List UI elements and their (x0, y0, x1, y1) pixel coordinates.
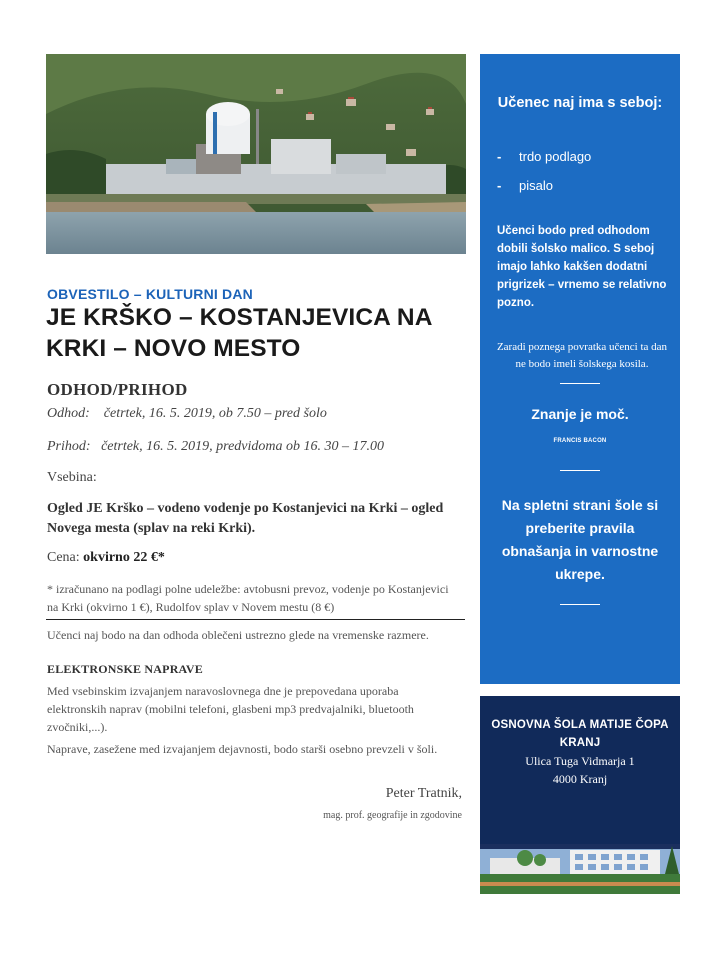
arrival-label: Prihod: (47, 439, 91, 454)
school-address-city: 4000 Kranj (552, 772, 608, 786)
content-description: Ogled JE Krško – vodeno vodenje po Kostanjevici na Krki – ogled Novega mesta (splav na reki Krki). (47, 501, 444, 536)
departure-value: četrtek, 16. 5. 2019, ob 7.50 – pred šolo (103, 406, 327, 421)
signature-name: Peter Tratnik, (385, 786, 462, 801)
content-label: Vsebina: (47, 470, 97, 485)
school-building-photo (480, 844, 680, 894)
snack-note: Učenci bodo pred odhodom dobili šolsko malico. S seboj imajo lahko kakšen dodatni prigrizek – vrnemo se relativno pozno. (497, 225, 667, 309)
price-footnote: * izračunano na podlagi polne udeležbe: avtobusni prevoz, vodenje po Kostanjevici na Krki (okvirno 1 €), Rudolfov splav v Novem mestu (8 €) (47, 582, 449, 614)
sidebar-divider (560, 604, 600, 605)
price-value: okvirno 22 €* (83, 550, 165, 565)
price-label: Cena: (47, 550, 80, 565)
sidebar-title: Učenec naj ima s seboj: (497, 95, 663, 111)
arrival-row (47, 439, 384, 455)
sidebar-divider (560, 383, 600, 384)
price-row (47, 550, 165, 566)
departure-label: Odhod: (47, 406, 90, 421)
quote-author: FRANCIS BACON (553, 438, 607, 444)
electronics-text: Med vsebinskim izvajanjem naravoslovnega dne je prepovedana uporaba elektronskih naprav (mobilni telefoni, glasbeni mp3 predvajalniki, bluetooth zvočniki,...). (47, 684, 414, 734)
electronics-heading: ELEKTRONSKE NAPRAVE (47, 662, 203, 676)
signature-role: mag. prof. geografije in zgodovine (323, 810, 462, 821)
website-note: Na spletni strani šole si preberite pravila obnašanja in varnostne ukrepe. (501, 497, 659, 582)
arrival-value: četrtek, 16. 5. 2019, predvidoma ob 16. 30 – 17.00 (101, 439, 385, 454)
list-item-label: pisalo (519, 178, 553, 193)
departure-row (47, 406, 327, 422)
bullet-dash: - (497, 149, 502, 164)
bullet-dash: - (497, 178, 502, 193)
divider (46, 619, 465, 620)
list-item (497, 149, 591, 164)
info-sidebar (480, 54, 680, 684)
school-name: OSNOVNA ŠOLA MATIJE ČOPA KRANJ (491, 719, 669, 749)
clothing-note: Učenci naj bodo na dan odhoda oblečeni ustrezno glede na vremenske razmere. (47, 628, 429, 642)
confiscation-note: Naprave, zasežene med izvajanjem dejavnosti, bodo starši osebno prevzeli v šoli. (47, 742, 438, 756)
school-info-box (480, 696, 680, 894)
school-address-street: Ulica Tuga Vidmarja 1 (525, 754, 635, 768)
list-item-label: trdo podlago (519, 149, 592, 164)
sidebar-divider (560, 470, 600, 471)
odhod-prihod-heading: ODHOD/PRIHOD (47, 380, 188, 399)
notice-kicker: OBVESTILO – KULTURNI DAN (47, 286, 253, 302)
page-title: JE KRŠKO – KOSTANJEVICA NA KRKI – NOVO MESTO (46, 304, 432, 362)
header-photo-nuclear-plant (46, 54, 466, 254)
list-item (497, 178, 553, 193)
lunch-note: Zaradi poznega povratka učenci ta dan ne bodo imeli šolskega kosila. (496, 341, 668, 370)
quote: Znanje je moč. (531, 406, 629, 422)
